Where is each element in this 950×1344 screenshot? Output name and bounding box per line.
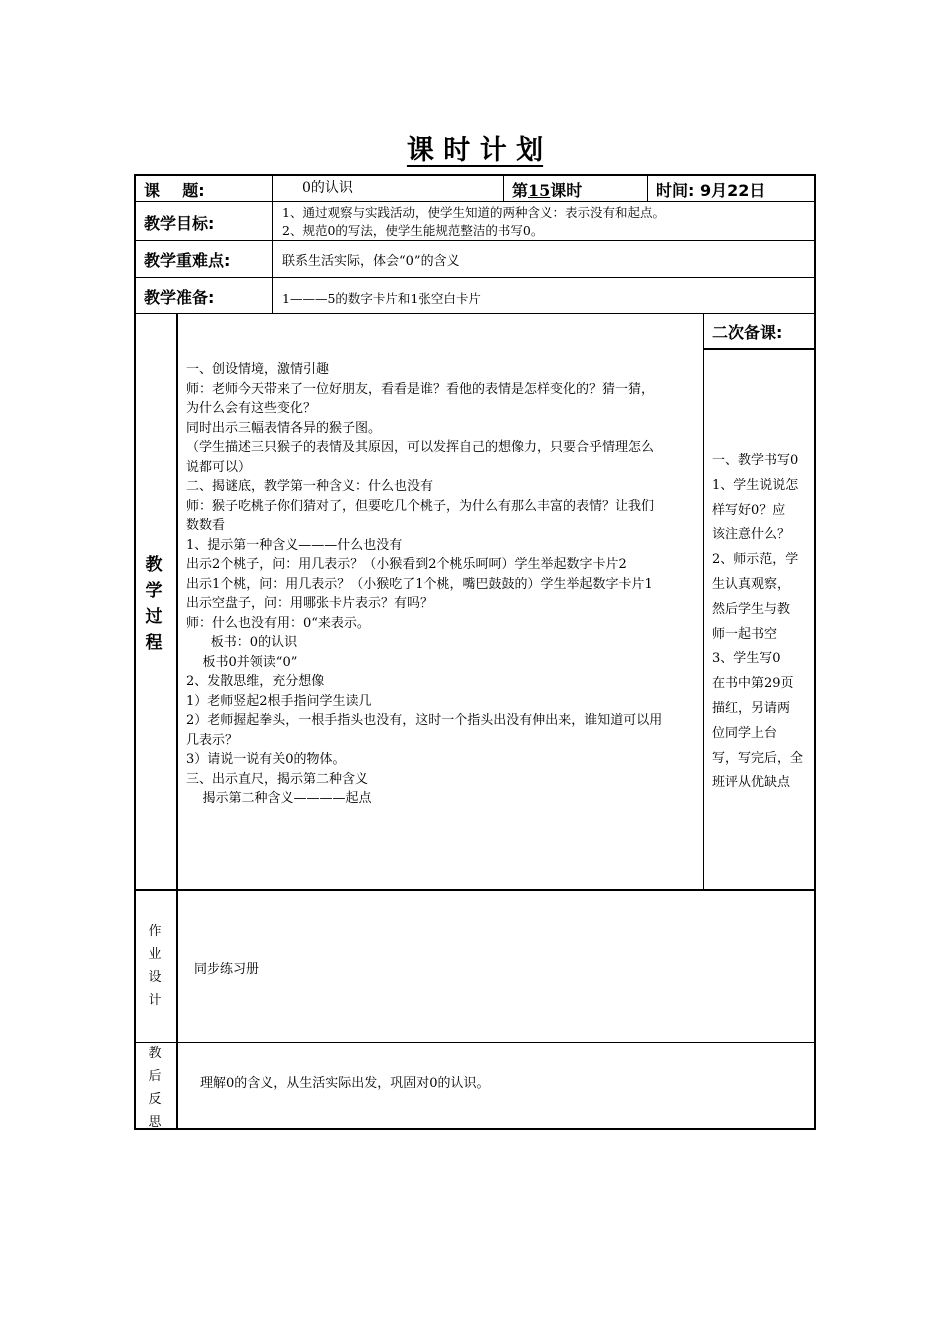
topic-label: 课 题: bbox=[144, 181, 205, 200]
preparation-label: 教学准备: bbox=[144, 288, 215, 307]
key-points-label: 教学重难点: bbox=[144, 251, 231, 270]
lesson-number: 第15课时 bbox=[512, 181, 583, 200]
reflection-label: 教 后 反 思 bbox=[148, 1046, 162, 1130]
homework-label: 作 业 设 计 bbox=[148, 924, 162, 1008]
homework-value: 同步练习册 bbox=[194, 962, 260, 977]
secondary-prep-label: 二次备课: bbox=[712, 323, 783, 342]
page-title: 课 时 计 划 bbox=[406, 135, 544, 166]
preparation-value: 1———5的数字卡片和1张空白卡片 bbox=[282, 291, 481, 306]
topic-value: 0的认识 bbox=[302, 180, 353, 196]
reflection-value: 理解0的含义，从生活实际出发，巩固对0的认识。 bbox=[200, 1076, 490, 1091]
lesson-time: 时间: 9月22日 bbox=[656, 181, 766, 200]
key-points-value: 联系生活实际，体会“0”的含义 bbox=[282, 254, 460, 269]
goals-line-1: 1、通过观察与实践活动，使学生知道的两种含义：表示没有和起点。 bbox=[282, 205, 665, 220]
secondary-prep-content: 一、教学书写0 1、学生说说怎 样写好0？应 该注意什么？ 2、师示范，学 生认真观察， 然后学生与教 师一起书空 3、学生写0 在书中第29页 描红，另请两 位同学上台 写，写完后，全 班评从优缺点 bbox=[712, 453, 804, 791]
process-content: 一、创设情境，激情引趣 师：老师今天带来了一位好朋友，看看是谁？看他的表情是怎样变化的？猜一猜， 为什么会有这些变化？ 同时出示三幅表情各异的猴子图。 （学生描述三只猴子的表情及其原因，可以发挥自己的想像力，只要合乎情理怎么 说都可以） 二、揭谜底，教学第一种含义：什么也没有 师：猴子吃桃子你们猜对了，但要吃几个桃子，为什么有那么丰富的表情？让我们 数数看 1、提示第一种含义———什么也没有 出示2个桃子，问：用几表示？（小猴看到2个桃乐呵呵）学生举起数字卡片2 出示1个桃，问：用几表示？（小猴吃了1个桃，嘴巴鼓鼓的）学生举起数字卡片1 出示空盘子，问：用哪张卡片表示？有吗？ 师：什么也没有用：0“来表示。 板书：0的认识 板书0并领读“0” 2、发散思维，充分想像 1）老师竖起2根手指问学生读几 2）老师握起拳头，一根手指头也没有，这时一个指头出没有伸出来，谁知道可以用 几表示？ 3）请说一说有关0的物体。 三、出示直尺，揭示第二种含义 揭示第二种含义————起点 bbox=[186, 362, 663, 806]
goals-line-2: 2、规范0的写法，使学生能规范整洁的书写0。 bbox=[282, 223, 544, 238]
process-label: 教 学 过 程 bbox=[145, 555, 163, 653]
goals-label: 教学目标: bbox=[144, 214, 215, 233]
